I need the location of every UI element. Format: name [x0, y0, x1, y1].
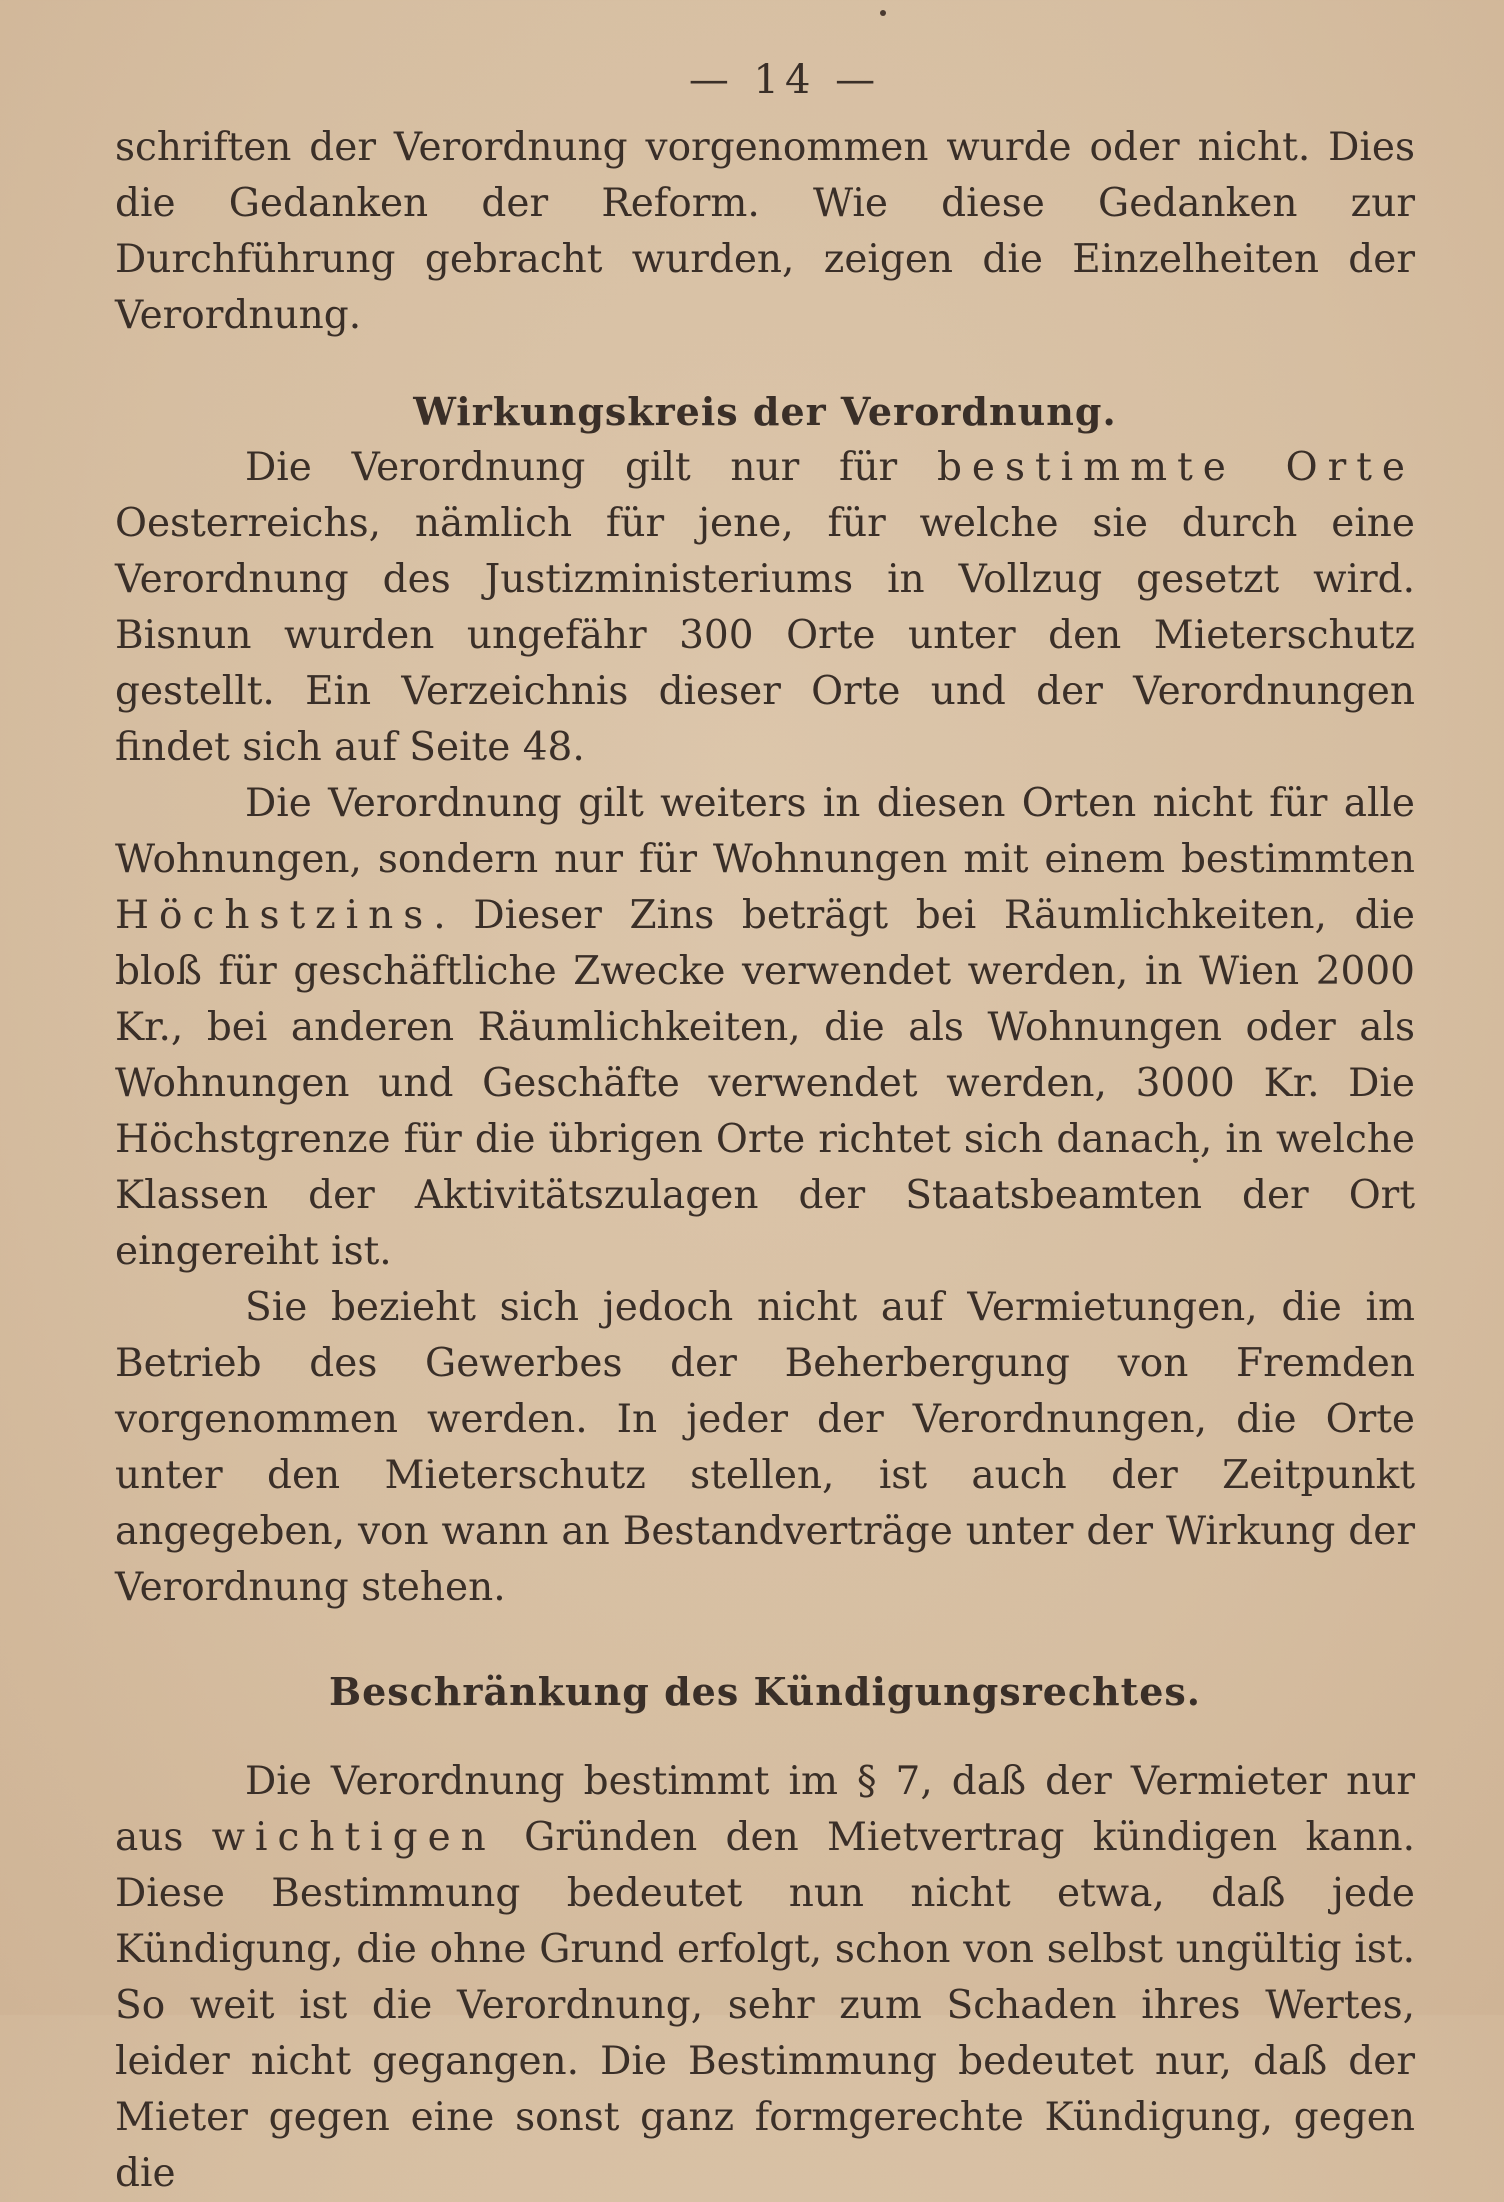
paragraph-orte [115, 440, 1415, 776]
paragraph-hoechstzins [115, 776, 1415, 1280]
text-run: Die Verordnung bestimmt im § 7, daß der Vermieter nur aus [115, 1759, 1415, 1860]
spacer [115, 1720, 1415, 1754]
section-heading-wirkungskreis: Wirkungskreis der Verordnung. [413, 389, 1117, 434]
page-number: — 14 — [688, 57, 882, 103]
intro-paragraph: schriften der Verordnung vorgenommen wurde oder nicht. Dies die Gedanken der Reform. Wie diese Gedanken zur Durchführung gebracht wurden, zeigen die Einzelheiten der Verordnung. [115, 125, 1415, 338]
paragraph-kuendigung [115, 1754, 1415, 2202]
text-run: Die Verordnung gilt nur für [245, 445, 937, 490]
text-run: . Dieser Zins beträgt bei Räumlichkeiten, die bloß für geschäftliche Zwecke verwendet werden, in Wien 2000 Kr., bei anderen Räumlichkeiten, die als Wohnungen oder als Wohnungen und Geschäfte verwendet werden, 3000 Kr. Die Höchstgrenze für die übrigen Orte richtet sich danach, in welche Klassen der Aktivitätszulagen der Staatsbeamten der Ort eingereiht ist. [115, 893, 1415, 1274]
ink-speck [880, 10, 886, 16]
paragraph-beherbergung: Sie bezieht sich jedoch nicht auf Vermietungen, die im Betrieb des Gewerbes der Beherbergung von Fremden vorgenommen werden. In jeder der Verordnungen, die Orte unter den Mieterschutz stellen, ist auch der Zeitpunkt angegeben, von wann an Bestandverträge unter der Wirkung der Verordnung stehen. [115, 1285, 1415, 1610]
page-content [115, 40, 1415, 2202]
emphasized-text: Höchstzins [115, 893, 434, 938]
spacer [115, 344, 1415, 384]
text-run: Gründen den Mietvertrag kündigen kann. Diese Bestimmung bedeutet nun nicht etwa, daß jede Kündigung, die ohne Grund erfolgt, schon von selbst ungültig ist. So weit ist die Verordnung, sehr zum Schaden ihres Wertes, leider nicht gegangen. Die Bestimmung bedeutet nur, daß der Mieter gegen eine sonst ganz formgerechte Kündigung, gegen die [115, 1815, 1415, 2196]
text-run: Oesterreichs, nämlich für jene, für welche sie durch eine Verordnung des Justizministeriums in Vollzug gesetzt wird. Bisnun wurden ungefähr 300 Orte unter den Mieterschutz gestellt. Ein Verzeichnis dieser Orte und der Verordnungen findet sich auf Seite 48. [115, 501, 1415, 770]
text-run: Die Verordnung gilt weiters in diesen Orten nicht für alle Wohnungen, sondern nur für Wohnungen mit einem bestimmten [115, 781, 1415, 882]
emphasized-text: bestimmte Orte [936, 445, 1415, 490]
spacer [115, 1616, 1415, 1664]
section-heading-kuendigungsrecht: Beschränkung des Kündigungsrechtes. [328, 1669, 1202, 1714]
emphasized-text: wichtigen [211, 1815, 496, 1860]
